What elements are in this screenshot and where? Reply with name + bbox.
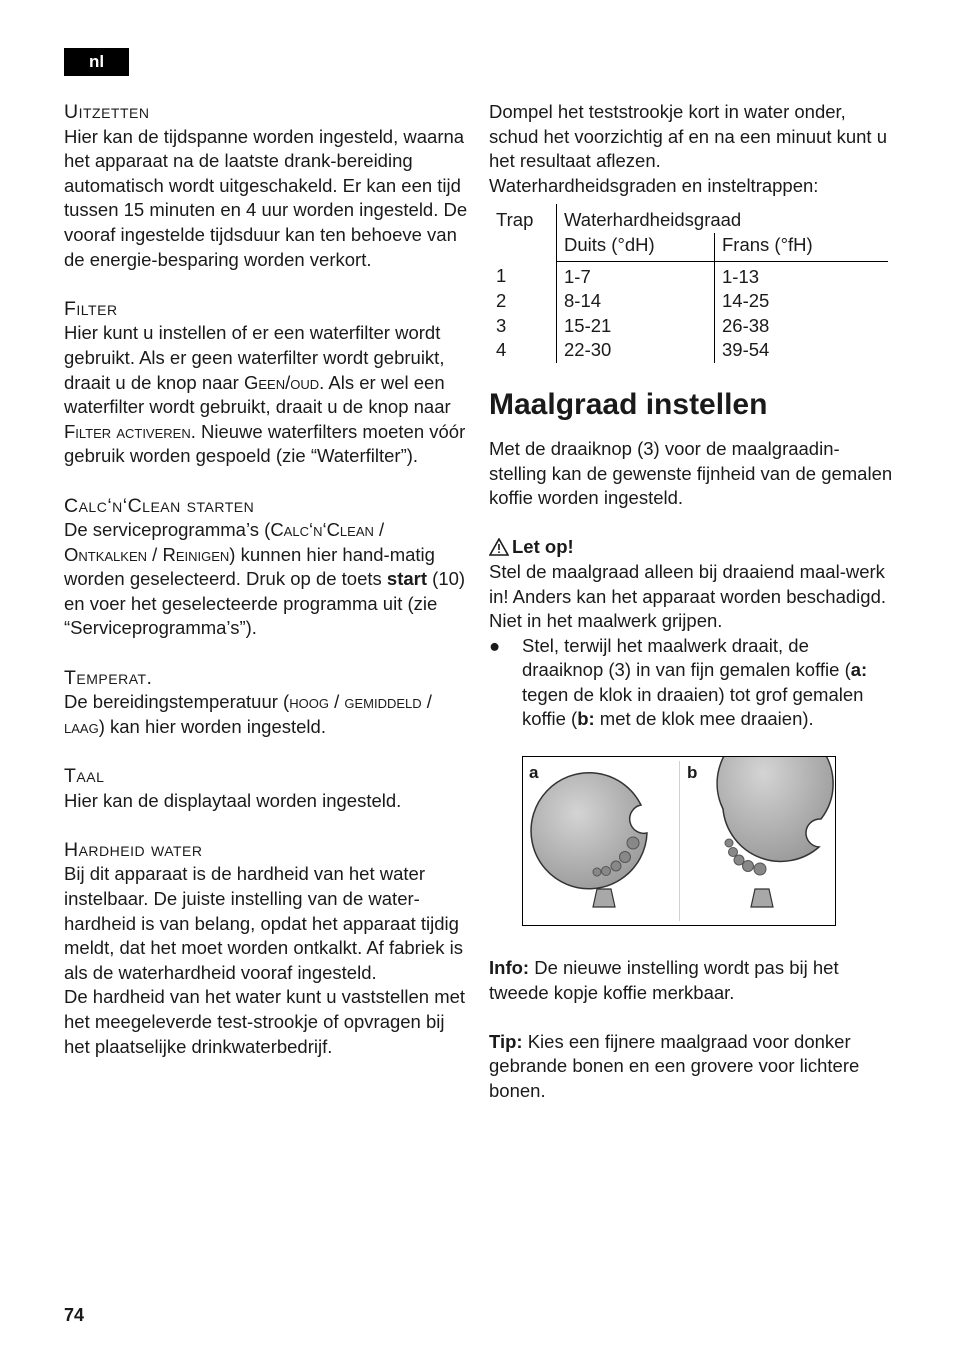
temperat-text-2: ) kan hier worden ingesteld. xyxy=(98,715,326,737)
calc-sep-1: / xyxy=(373,519,385,541)
temperat-option-gemiddeld: gemiddeld xyxy=(344,691,422,713)
section-uitzetten xyxy=(64,100,469,272)
spacer xyxy=(489,511,894,536)
section-body-hardheid-1: Bij dit apparaat is de hardheid van het water instelbaar. De juiste instelling van de water-hardheid is van belang, opdat het apparaat tijdig meldt, dat het moet worden ontkalkt. Af fabriek is als de waterhardheid vooraf ingesteld. xyxy=(64,863,463,983)
warning-body: Stel de maalgraad alleen bij draaiend maal-werk in! Anders kan het apparaat worden beschadigd. Niet in het maalwerk grijpen. xyxy=(489,560,887,632)
filter-text-3: . Nieuwe waterfilters moeten vóór gebruik worden gespoeld (zie “Waterfilter”). xyxy=(64,420,466,467)
table-header-row-1 xyxy=(489,204,888,233)
bullet-text-1: Stel, terwijl het maalwerk draait, de draaiknop (3) in van fijn gemalen koffie ( xyxy=(522,634,851,681)
temperat-sep-2: / xyxy=(421,691,432,713)
cell-frans: 14-25 xyxy=(715,289,889,314)
section-title-hardheid: Hardheid water xyxy=(64,838,203,861)
section-title-calc-n-clean: Calc‘n‘Clean starten xyxy=(64,494,255,517)
temperat-option-laag: laag xyxy=(64,715,99,737)
calc-sep-2: / xyxy=(147,543,163,565)
knob-a-icon xyxy=(531,773,647,907)
cell-frans: 39-54 xyxy=(715,338,889,363)
section-hardheid xyxy=(64,838,469,1059)
header-duits: Duits (°dH) xyxy=(557,233,715,261)
cell-trap: 2 xyxy=(496,290,507,312)
info-label: Info: xyxy=(489,957,530,979)
calc-text-1: De serviceprogramma’s ( xyxy=(64,519,271,541)
cell-frans: 1-13 xyxy=(715,261,889,289)
intro-paragraph: Dompel het teststrookje kort in water onder, schud het voorzichtig af en na een minuut kunt u het resultaat aflezen. xyxy=(489,101,888,172)
bullet-dot-icon: ● xyxy=(489,634,501,656)
spacer xyxy=(489,1005,894,1030)
heading-maalgraad: Maalgraad instellen xyxy=(489,387,768,421)
filter-text-2: . Als er wel een waterfilter wordt gebruikt, draait u de knop naar xyxy=(64,371,451,418)
bullet-text-2: tegen de klok in draaien) tot grof gemalen koffie ( xyxy=(522,683,864,730)
warning-label: Let op! xyxy=(512,536,574,558)
warning-title xyxy=(489,535,894,560)
header-empty xyxy=(489,233,557,261)
cell-trap: 3 xyxy=(496,314,507,336)
cell-trap: 1 xyxy=(496,265,507,287)
table-header-row-2 xyxy=(489,233,888,261)
section-filter xyxy=(64,297,469,469)
bullet-label-a: a: xyxy=(850,659,868,681)
filter-option-geen-oud: Geen/oud xyxy=(244,371,320,393)
section-taal xyxy=(64,764,469,813)
knob-b-icon xyxy=(717,757,833,907)
section-body-uitzetten: Hier kan de tijdspanne worden ingesteld, waarna het apparaat na de laatste drank-bereiding automatisch wordt uitgeschakeld. Er kan een tijd tussen 15 minuten en 4 uur worden ingesteld. De vooraf ingestelde tijdsduur kan ten behoeve van de energie-besparing worden verkort. xyxy=(64,125,468,270)
calc-text-2: ) kunnen hier hand-matig worden geselecteerd. Druk op de toets xyxy=(64,543,435,590)
page-number: 74 xyxy=(64,1305,85,1325)
table-row xyxy=(489,314,888,339)
header-trap: Trap xyxy=(496,209,534,231)
table-row xyxy=(489,338,888,363)
section-body-calc-n-clean xyxy=(64,518,469,641)
header-waterhardheidsgraad: Waterhardheidsgraad xyxy=(557,204,889,233)
section-body-hardheid-2: De hardheid van het water kunt u vaststellen met het meegeleverde test-strookje of opvragen bij het plaatselijke drinkwaterbedrijf. xyxy=(64,986,466,1057)
water-hardness-table xyxy=(489,204,888,363)
section-title-uitzetten: Uitzetten xyxy=(64,101,150,123)
cell-duits: 15-21 xyxy=(557,314,715,339)
warning-triangle-icon xyxy=(489,538,509,556)
grinder-knob-figure xyxy=(522,756,836,926)
section-calc-n-clean xyxy=(64,494,469,642)
section-title-temperat: Temperat. xyxy=(64,666,153,689)
cell-frans: 26-38 xyxy=(715,314,889,339)
grinder-knob-illustration xyxy=(523,757,835,925)
calc-text-3: (10) en voer het geselecteerde programma uit (zie “Serviceprogramma’s”). xyxy=(64,568,466,639)
filter-text-1: Hier kunt u instellen of er een waterfilter wordt gebruikt. Als er geen waterfilter wordt gebruikt, draait u de knop naar xyxy=(64,322,445,393)
cell-duits: 1-7 xyxy=(557,261,715,289)
cell-duits: 8-14 xyxy=(557,289,715,314)
left-column xyxy=(64,100,469,1084)
calc-option-reinigen: Reinigen xyxy=(162,543,230,565)
table-row xyxy=(489,289,888,314)
section-temperat xyxy=(64,666,469,740)
section-title-taal: Taal xyxy=(64,765,105,788)
header-frans: Frans (°fH) xyxy=(715,233,889,261)
instruction-bullet xyxy=(489,634,894,732)
figure-label-a: a xyxy=(529,763,539,783)
section-body-filter xyxy=(64,321,469,469)
tip-label: Tip: xyxy=(489,1030,523,1052)
language-badge: nl xyxy=(64,48,129,76)
info-paragraph xyxy=(489,956,894,1005)
table-row xyxy=(489,261,888,289)
tip-paragraph xyxy=(489,1030,894,1104)
calc-option-ontkalken: Ontkalken xyxy=(64,543,148,565)
bullet-text-3: met de klok mee draaien). xyxy=(594,708,814,730)
start-key-label: start xyxy=(386,568,428,590)
temperat-sep-1: / xyxy=(328,691,345,713)
figure-label-b: b xyxy=(687,763,698,783)
filter-option-activeren: Filter activeren xyxy=(64,420,191,442)
maalgraad-intro: Met de draaiknop (3) voor de maalgraadin-stelling kan de gewenste fijnheid van de gemalen koffie worden ingesteld. xyxy=(489,437,893,509)
cell-trap: 4 xyxy=(496,339,507,361)
info-text: De nieuwe instelling wordt pas bij het tweede kopje koffie merkbaar. xyxy=(489,957,839,1003)
section-body-taal: Hier kan de displaytaal worden ingesteld. xyxy=(64,789,402,811)
right-column xyxy=(489,100,894,1104)
table-caption: Waterhardheidsgraden en insteltrappen: xyxy=(489,174,819,196)
temperat-text-1: De bereidingstemperatuur ( xyxy=(64,691,290,713)
calc-option-calc-n-clean: Calc‘n‘Clean xyxy=(270,519,374,541)
bullet-label-b: b: xyxy=(577,708,595,730)
section-title-filter: Filter xyxy=(64,297,118,320)
cell-duits: 22-30 xyxy=(557,338,715,363)
section-body-temperat xyxy=(64,690,469,739)
tip-text: Kies een fijnere maalgraad voor donker gebrande bonen en een grovere voor lichtere bonen. xyxy=(489,1030,860,1102)
temperat-option-hoog: hoog xyxy=(289,691,329,713)
